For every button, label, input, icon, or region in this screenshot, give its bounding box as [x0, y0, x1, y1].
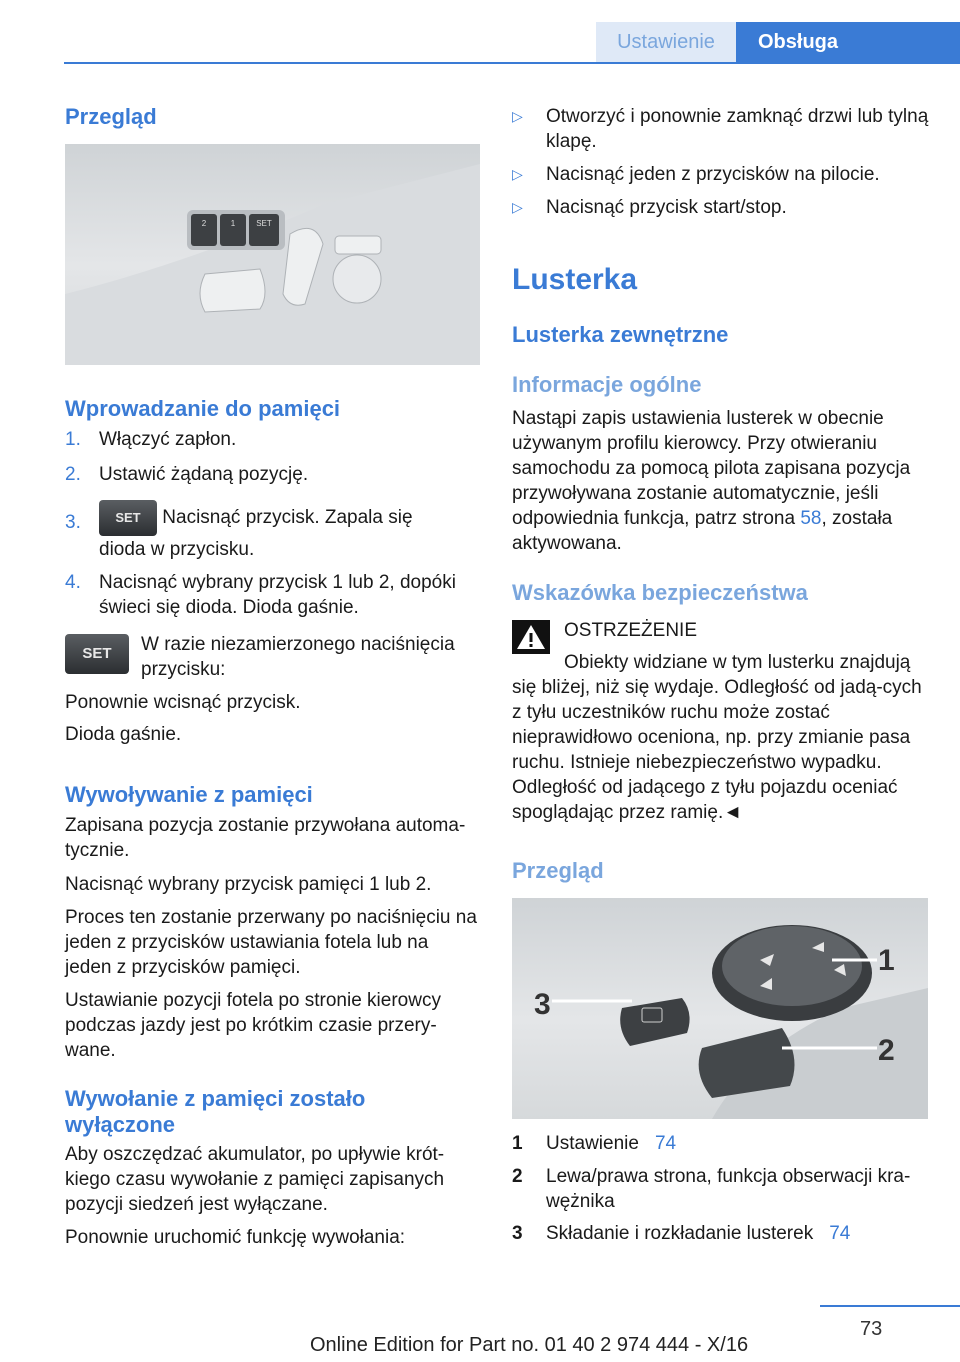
overview-heading: Przegląd: [65, 104, 157, 129]
step-number: 3.: [65, 512, 81, 533]
note-text: W razie niezamierzonego naciśnięcia przycisku:: [141, 634, 455, 680]
callout-3: 3: [534, 988, 551, 1021]
step-3-cont: dioda w przycisku.: [99, 539, 255, 560]
recall-p4: Ustawianie pozycji fotela po stronie kierowcy podczas jazdy jest po krótkim czasie przery-wane.: [65, 990, 441, 1061]
step-4: [65, 570, 480, 620]
memory-2-label: 2: [201, 219, 207, 228]
legend-item-3: [512, 1221, 930, 1246]
legend-text: Lewa/prawa strona, funkcja obserwacji kra-wężnika: [546, 1166, 911, 1212]
recall-p1: Zapisana pozycja zostanie przywołana automa-tycznie.: [65, 815, 466, 861]
recall-heading: Wywoływanie z pamięci: [65, 782, 313, 807]
bullet-2: [512, 162, 930, 187]
bullet-text: Nacisnąć przycisk start/stop.: [546, 197, 787, 218]
warning-label: OSTRZEŻENIE: [564, 620, 698, 641]
legend-page-link[interactable]: 74: [829, 1223, 851, 1244]
set-label: SET: [256, 219, 272, 228]
mirror-overview-heading: Przegląd: [512, 858, 604, 883]
triangle-bullet-icon: ▷: [512, 166, 523, 182]
general-info-text: Nastąpi zapis ustawienia lusterek w obecnie używanym profilu kierowcy. Przy otwieraniu samochodu za pomocą pilota zapisana pozycja przywoływana zostanie automatycznie, jeśli odpowiednia funkcja, patrz strona 58, została aktywowana.: [512, 408, 911, 554]
step-text: Włączyć zapłon.: [99, 429, 237, 450]
mirror-controls-photo: [512, 898, 928, 1119]
warning-text: Obiekty widziane w tym lusterku znajdują się bliżej, niż się wydaje. Odległość od jadą-cych z tyłu uczestników ruchu może zostać nieprawidłowo oceniona, np. przy zmianie pasa ruchu. Istnieje niebezpieczeństwo wypadku. Odległość od jadącego z tyłu pojazdu oceniać spoglądając przez ramię.◄: [512, 652, 922, 823]
disabled-heading: Wywołanie z pamięci zostało wyłączone: [65, 1086, 366, 1137]
triangle-bullet-icon: ▷: [512, 108, 523, 124]
recall-p3: Proces ten zostanie przerwany po naciśnięciu na jeden z przycisków ustawiania fotela lub na jeden z przycisków pamięci.: [65, 907, 477, 978]
callout-1: 1: [878, 944, 895, 977]
ext-mirrors-heading: Lusterka zewnętrzne: [512, 322, 729, 347]
legend-item-2: [512, 1164, 930, 1214]
legend-page-link[interactable]: 74: [654, 1133, 677, 1154]
set-button-icon: SET: [99, 500, 157, 536]
step-number: 4.: [65, 572, 81, 593]
legend-text: Ustawienie: [546, 1133, 639, 1154]
header-bar: [860, 22, 960, 62]
recall-p2: Nacisnąć wybrany przycisk pamięci 1 lub 2.: [65, 874, 432, 895]
bullet-text: Nacisnąć jeden z przycisków na pilocie.: [546, 164, 880, 185]
seat-memory-photo: [65, 144, 480, 365]
set-button-icon: SET: [65, 634, 129, 674]
memory-1-label: 1: [230, 219, 236, 228]
bullet-text: Otworzyć i ponownie zamknąć drzwi lub tylną klapę.: [546, 106, 929, 152]
callout-2: 2: [878, 1034, 895, 1067]
legend-number: 3: [512, 1223, 523, 1244]
note-p2: Dioda gaśnie.: [65, 724, 182, 745]
header-rule: [64, 62, 960, 64]
note-p1: Ponownie wcisnąć przycisk.: [65, 692, 301, 713]
legend-number: 1: [512, 1133, 523, 1154]
memory-heading: Wprowadzanie do pamięci: [65, 396, 341, 421]
step-text-a: Nacisnąć przycisk. Zapala się: [157, 507, 413, 529]
note-set-button: [65, 634, 129, 674]
step-1: [65, 427, 480, 452]
safety-heading: Wskazówka bezpieczeństwa: [512, 580, 808, 605]
tab-ustawienie[interactable]: Ustawienie: [596, 22, 736, 62]
page-number: 73: [860, 1318, 883, 1340]
step-number: 2.: [65, 464, 81, 485]
footer-edition: Online Edition for Part no. 01 40 2 974 444 - X/16: [310, 1334, 749, 1356]
step-2: [65, 462, 480, 487]
mirrors-heading: Lusterka: [512, 263, 638, 296]
disabled-p2: Ponownie uruchomić funkcję wywołania:: [65, 1227, 406, 1248]
legend-item-1: [512, 1131, 930, 1156]
bullet-3: [512, 195, 930, 220]
step-text: Ustawić żądaną pozycję.: [99, 464, 309, 485]
triangle-bullet-icon: ▷: [512, 199, 523, 215]
page-ref-link[interactable]: 58: [800, 508, 822, 529]
step-text: Nacisnąć wybrany przycisk 1 lub 2, dopóki świeci się dioda. Dioda gaśnie.: [99, 572, 456, 618]
mirror-controls-illustration: [512, 898, 928, 1119]
disabled-p1: Aby oszczędzać akumulator, po upływie krót-kiego czasu wywołanie z pamięci zapisanych pozycji siedzeń jest wyłączane.: [65, 1144, 445, 1215]
tab-obsluga[interactable]: Obsługa: [736, 22, 860, 62]
footer-rule: [820, 1305, 960, 1307]
seat-controls-illustration: [65, 144, 480, 365]
step-number: 1.: [65, 429, 81, 450]
legend-text: Składanie i rozkładanie lusterek: [546, 1223, 814, 1244]
legend-number: 2: [512, 1166, 523, 1187]
bullet-1: [512, 104, 930, 154]
step-3: [65, 500, 480, 536]
general-info-heading: Informacje ogólne: [512, 372, 702, 397]
